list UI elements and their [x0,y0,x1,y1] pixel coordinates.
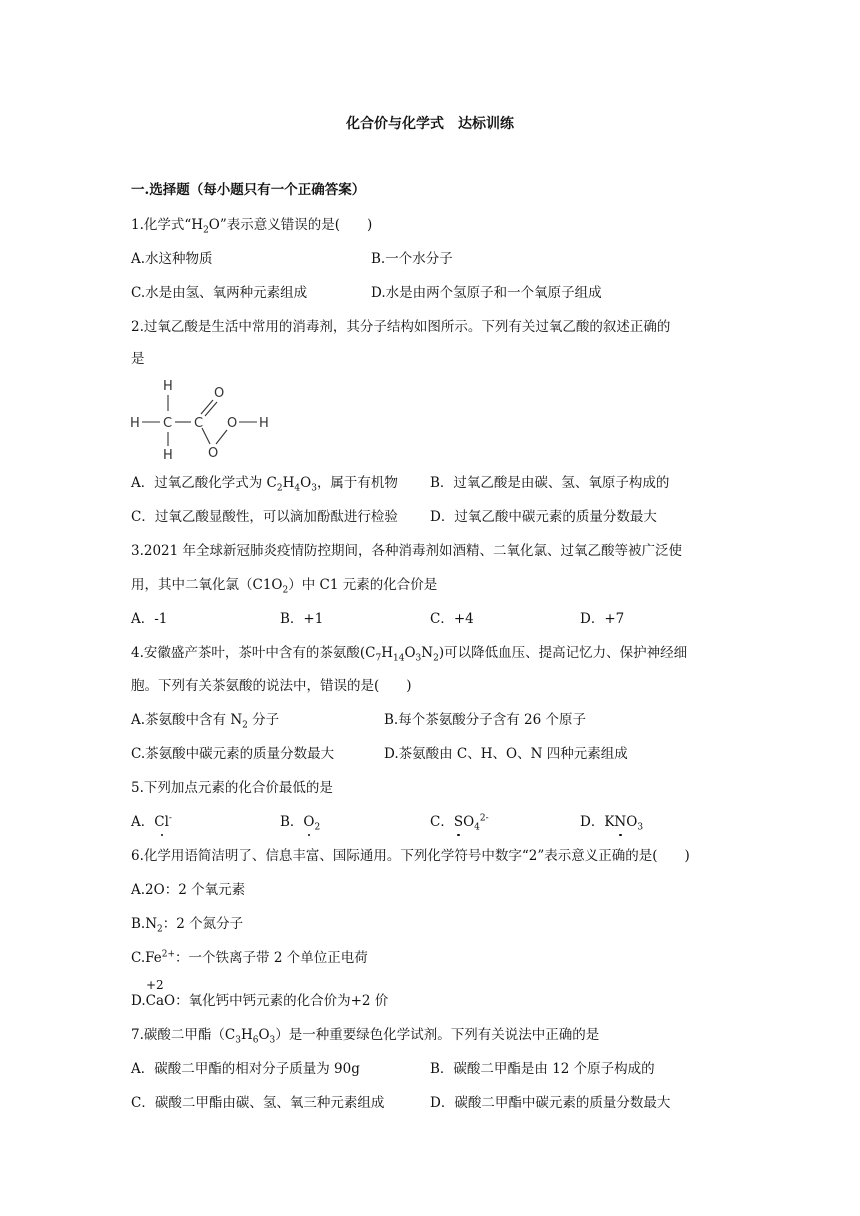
q3-option-c: C．+4 [430,611,474,627]
q5-stem: 5.下列加点元素的化合价最低的是 [131,780,333,796]
q4-option-a: A.茶氨酸中含有 $N_2$ 分子 [131,712,280,731]
struct-h-right: H [259,416,269,431]
struct-o-bottom: O [208,446,219,461]
q1-option-d: D.水是由两个氢原子和一个氧原子组成 [371,285,602,301]
q6-stem: 6.化学用语简洁明了、信息丰富、国际通用。下列化学符号中数字“2”表示意义正确的是( ) [131,848,690,864]
q3-stem-line2: 用，其中二氧化氯$(C1O_2)$中 C1 元素的化合价是 [131,577,438,596]
q7-option-a: A．碳酸二甲酯的相对分子质量为 90g [131,1061,360,1077]
q1-option-a: A.水这种物质 [131,251,213,267]
q2-stem-line1: 2.过氧乙酸是生活中常用的消毒剂，其分子结构如图所示。下列有关过氧乙酸的叙述正确的 [131,319,671,335]
emphasis-dot-element: N [614,814,627,830]
q6-option-a: A.2O：2 个氧元素 [131,882,246,898]
q4-option-d: D.茶氨酸由 C、H、O、N 四种元素组成 [384,746,628,762]
q3-option-d: D．+7 [580,611,625,627]
q4-option-c: C.茶氨酸中碳元素的质量分数最大 [131,746,335,762]
q6-option-c: $C.Fe^{2+}$：一个铁离子带 2 个单位正电荷 [131,949,368,966]
q5-option-c: C．$SO_4^{2-}$ [430,813,489,833]
q2-option-c: C．过氧乙酸显酸性，可以滴加酚酞进行检验 [131,509,398,525]
q4-stem-line1: 4.安徽盛产茶叶，茶叶中含有的茶氨酸$(C_7H_{14}O_3N_2)$可以降低血压、提高记忆力、保护神经细 [131,645,688,664]
q4-option-b: B.每个茶氨酸分子含有 26 个原子 [384,712,586,728]
page-title: 化合价与化学式 达标训练 [346,116,514,132]
section-heading: 一.选择题（每小题只有一个正确答案） [131,182,366,198]
q6-option-b: $B.N_2$：2 个氮分子 [131,916,244,935]
q2-option-b: B．过氧乙酸是由碳、氢、氧原子构成的 [430,475,670,491]
emphasis-dot-element: S [453,814,464,830]
emphasis-dot-element: Cl [154,814,169,830]
q7-stem: 7.碳酸二甲酯$(C_3H_6O_3)$是一种重要绿色化学试剂。下列有关说法中正确的是 [131,1027,600,1046]
struct-o-top: O [214,386,225,401]
emphasis-dot-element: O [303,814,315,830]
q3-stem-line1: 3.2021 年全球新冠肺炎疫情防控期间，各种消毒剂如酒精、二氧化氯、过氧乙酸等被广泛使 [131,543,683,559]
q7-option-d: D．碳酸二甲酯中碳元素的质量分数最大 [430,1095,671,1111]
q7-option-b: B．碳酸二甲酯是由 12 个原子构成的 [430,1061,655,1077]
q4-stem-line2: 胞。下列有关茶氨酸的说法中，错误的是( ) [131,678,412,694]
q7-option-c: C．碳酸二甲酯由碳、氢、氧三种元素组成 [131,1095,385,1111]
struct-o-right: O [227,416,238,431]
q5-option-b: B．$O_2$ [280,814,321,833]
q2-stem-line2: 是 [131,351,145,367]
q3-option-a: A．-1 [131,611,168,627]
q2-option-d: D．过氧乙酸中碳元素的质量分数最大 [430,509,657,525]
struct-c2: C [194,416,204,431]
struct-c1: C [163,416,173,431]
q1-stem: 1.化学式“$H_2O$”表示意义错误的是( ) [131,217,373,236]
struct-h-top: H [163,379,173,394]
q5-option-a: A．Cl- [131,813,172,830]
q1-option-b: B.一个水分子 [371,251,453,267]
struct-h-bottom: H [163,448,173,463]
struct-h-left: H [130,416,140,431]
q3-option-b: B．+1 [280,611,324,627]
q6-option-d: D.CaO：氧化钙中钙元素的化合价为+2 价 [131,993,389,1009]
q6-valence-mark: +2 [146,978,164,992]
q1-option-c: C.水是由氢、氧两种元素组成 [131,285,308,301]
peracetic-acid-structure [128,375,278,465]
q2-option-a: A．过氧乙酸化学式为 $C_2H_4O_3$，属于有机物 [131,475,398,494]
q5-option-d: D．$KNO_3$ [580,814,644,833]
